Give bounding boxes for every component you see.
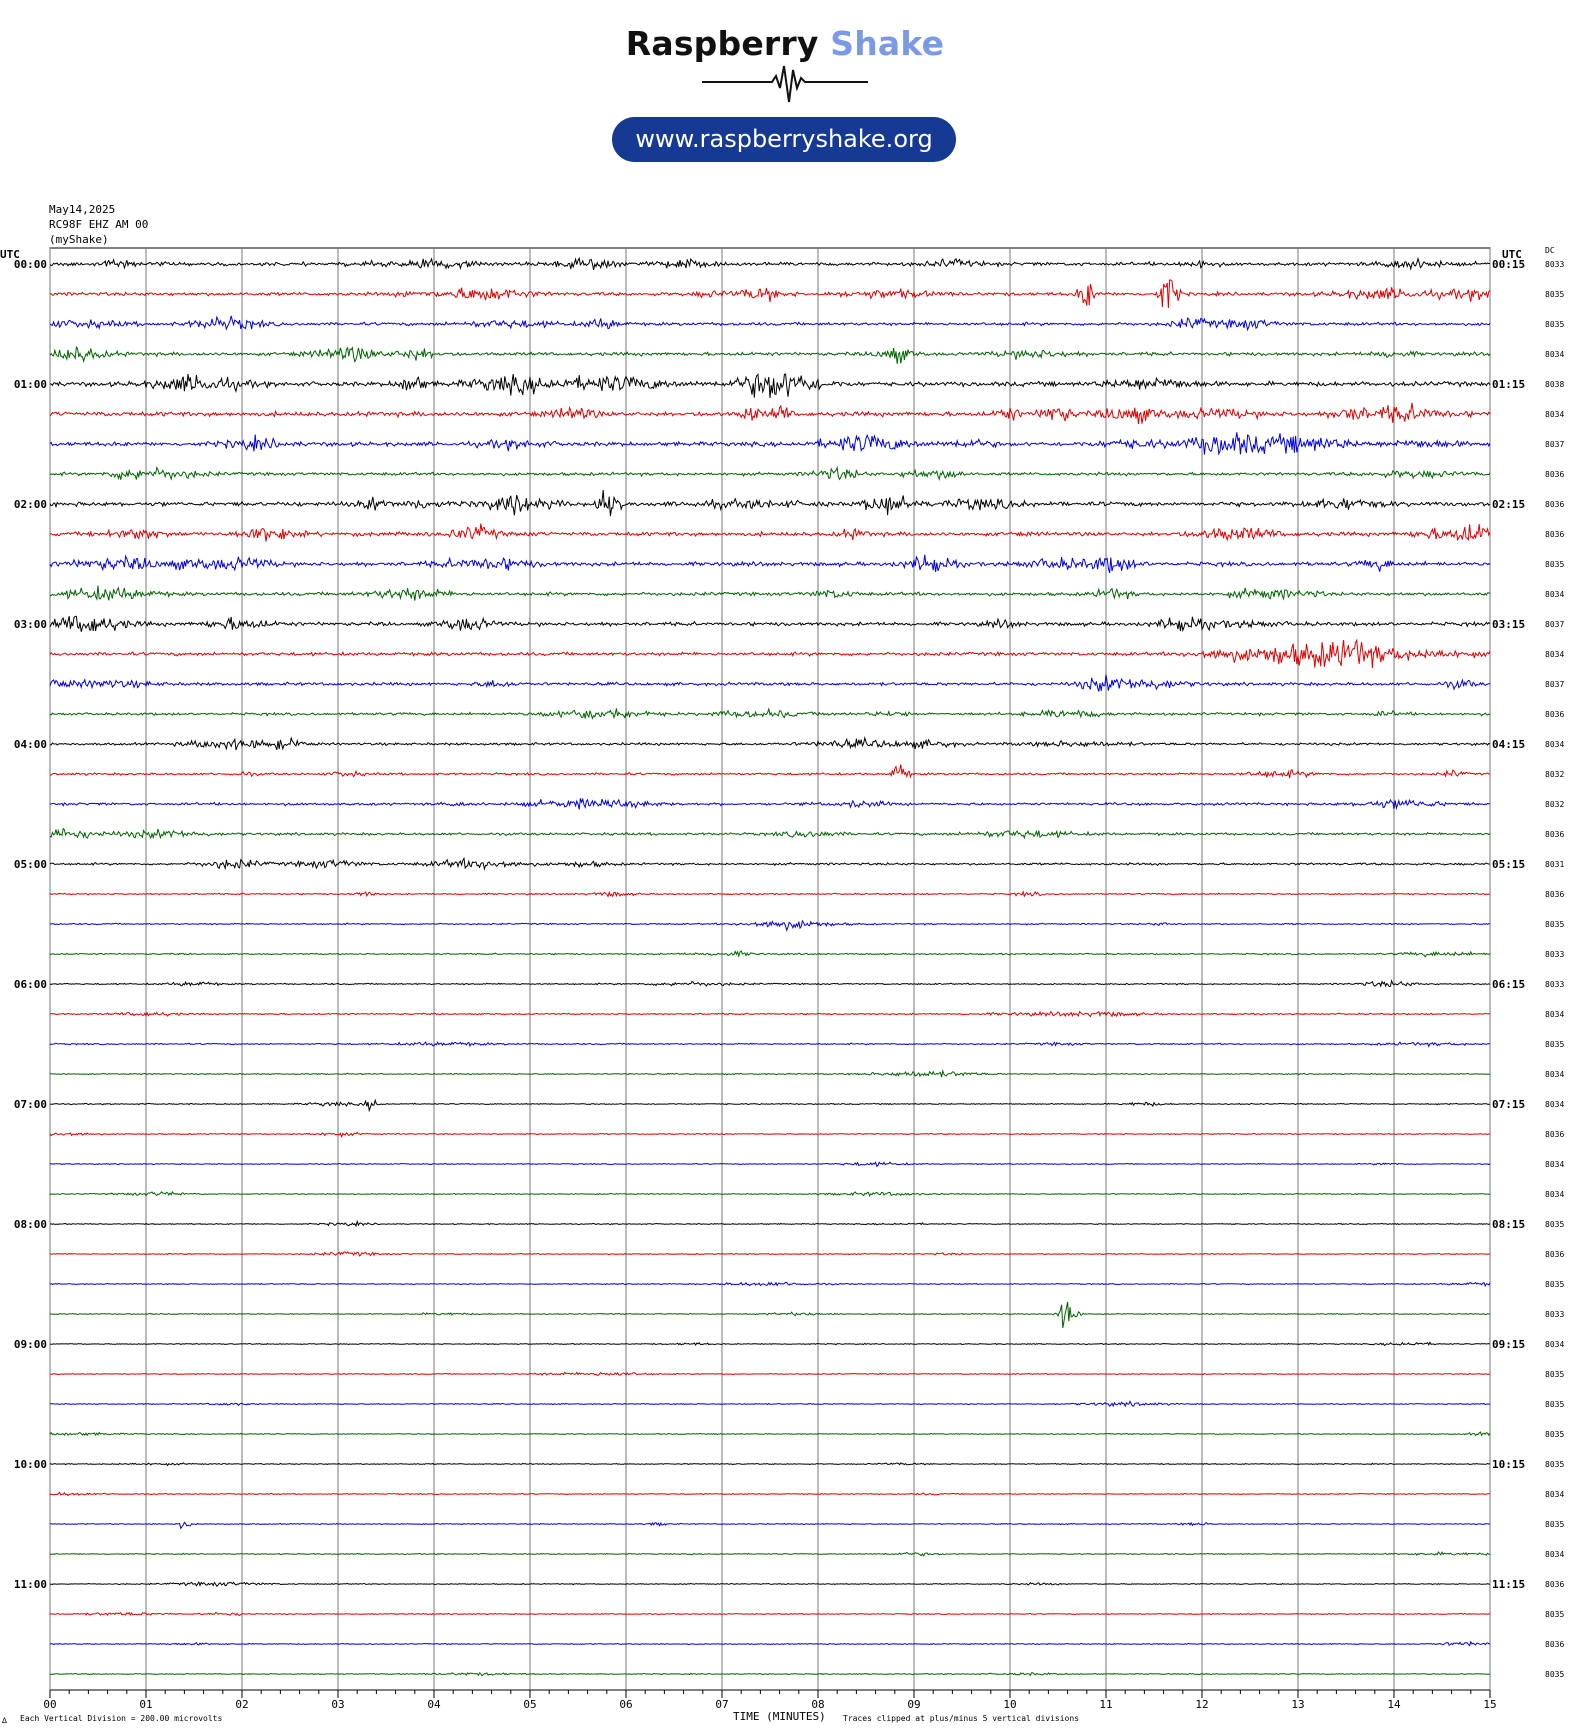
dc-offset-label: 8034 — [1545, 740, 1565, 749]
dc-offset-label: 8036 — [1545, 1580, 1565, 1589]
dc-offset-label: 8034 — [1545, 1190, 1565, 1199]
x-tick-label: 04 — [427, 1698, 441, 1711]
scale-note: Each Vertical Division = 200.00 microvolts — [20, 1714, 223, 1723]
right-hour-label: 10:15 — [1492, 1458, 1526, 1471]
dc-offset-label: 8033 — [1545, 1310, 1565, 1319]
trace-line — [50, 1100, 1490, 1110]
dc-offset-label: 8033 — [1545, 950, 1565, 959]
left-hour-label: 02:00 — [13, 498, 47, 511]
clip-note: Traces clipped at plus/minus 5 vertical divisions — [843, 1714, 1080, 1723]
x-axis-title: TIME (MINUTES) — [733, 1710, 826, 1723]
plot-frame — [50, 248, 1490, 1690]
x-tick-label: 01 — [139, 1698, 153, 1711]
trace-line — [50, 765, 1490, 778]
right-hour-label: 00:15 — [1492, 258, 1526, 271]
header-date: May14,2025 — [49, 203, 116, 216]
trace-line — [50, 640, 1490, 668]
website-link[interactable]: www.raspberryshake.org — [612, 117, 956, 162]
right-hour-label: 05:15 — [1492, 858, 1526, 871]
dc-offset-label: 8036 — [1545, 830, 1565, 839]
dc-offset-label: 8035 — [1545, 1430, 1565, 1439]
left-hour-label: 09:00 — [13, 1338, 47, 1351]
dc-offset-label: 8036 — [1545, 890, 1565, 899]
trace-line — [50, 829, 1490, 839]
dc-offset-label: 8034 — [1545, 1160, 1565, 1169]
x-tick-label: 03 — [331, 1698, 345, 1711]
dc-offset-label: 8035 — [1545, 1370, 1565, 1379]
dc-offset-label: 8036 — [1545, 530, 1565, 539]
right-hour-label: 04:15 — [1492, 738, 1526, 751]
trace-line — [50, 586, 1490, 601]
dc-offset-label: 8035 — [1545, 1400, 1565, 1409]
x-tick-label: 15 — [1483, 1698, 1497, 1711]
dc-offset-label: 8032 — [1545, 800, 1565, 809]
trace-line — [50, 1342, 1490, 1345]
left-hour-label: 08:00 — [13, 1218, 47, 1231]
dc-offset-label: 8034 — [1545, 1490, 1565, 1499]
dc-offset-label: 8034 — [1545, 1010, 1565, 1019]
dc-offset-label: 8034 — [1545, 1100, 1565, 1109]
trace-line — [50, 708, 1490, 718]
x-tick-label: 08 — [811, 1698, 825, 1711]
trace-line — [50, 280, 1490, 308]
right-hour-label: 07:15 — [1492, 1098, 1526, 1111]
trace-line — [50, 1401, 1490, 1406]
trace-line — [50, 490, 1490, 516]
x-tick-label: 07 — [715, 1698, 729, 1711]
dc-offset-label: 8034 — [1545, 590, 1565, 599]
dc-offset-label: 8035 — [1545, 1670, 1565, 1679]
trace-line — [50, 1252, 1490, 1256]
left-hour-label: 04:00 — [13, 738, 47, 751]
dc-offset-label: 8034 — [1545, 1070, 1565, 1079]
trace-line — [50, 468, 1490, 480]
dc-offset-label: 8037 — [1545, 620, 1565, 629]
dc-offset-label: 8036 — [1545, 1640, 1565, 1649]
trace-line — [50, 798, 1490, 809]
trace-line — [50, 675, 1490, 692]
dc-offset-label: 8035 — [1545, 1040, 1565, 1049]
trace-line — [50, 374, 1490, 398]
trace-line — [50, 616, 1490, 632]
dc-offset-label: 8035 — [1545, 560, 1565, 569]
trace-line — [50, 1282, 1490, 1286]
trace-line — [50, 951, 1490, 957]
right-utc-label: UTC — [1502, 248, 1522, 261]
trace-line — [50, 1192, 1490, 1196]
left-hour-label: 01:00 — [13, 378, 47, 391]
logo-brand-shake: Shake — [830, 24, 945, 63]
trace-line — [50, 892, 1490, 897]
trace-line — [50, 1642, 1490, 1646]
trace-line — [50, 316, 1490, 330]
x-tick-label: 14 — [1387, 1698, 1401, 1711]
dc-offset-label: 8035 — [1545, 290, 1565, 299]
trace-line — [50, 1162, 1490, 1166]
trace-line — [50, 1492, 1490, 1495]
x-tick-label: 11 — [1099, 1698, 1113, 1711]
left-hour-label: 10:00 — [13, 1458, 47, 1471]
dc-offset-label: 8036 — [1545, 710, 1565, 719]
trace-line — [50, 1071, 1490, 1077]
trace-line — [50, 981, 1490, 987]
dc-offset-label: 8034 — [1545, 1550, 1565, 1559]
x-tick-label: 13 — [1291, 1698, 1305, 1711]
trace-line — [50, 403, 1490, 424]
trace-line — [50, 738, 1490, 750]
corner-mark: ∆ — [2, 1716, 7, 1725]
right-hour-label: 09:15 — [1492, 1338, 1526, 1351]
x-tick-label: 00 — [43, 1698, 57, 1711]
dc-offset-label: 8035 — [1545, 1220, 1565, 1229]
logo-brand-raspberry: Raspberry — [625, 24, 819, 63]
trace-line — [50, 1302, 1490, 1328]
x-tick-label: 10 — [1003, 1698, 1017, 1711]
trace-line — [50, 555, 1490, 573]
trace-line — [50, 347, 1490, 364]
dc-offset-label: 8033 — [1545, 980, 1565, 989]
trace-line — [50, 432, 1490, 454]
dc-offset-label: 8031 — [1545, 860, 1565, 869]
dc-offset-label: 8034 — [1545, 350, 1565, 359]
trace-line — [50, 1372, 1490, 1375]
dc-offset-label: 8034 — [1545, 1340, 1565, 1349]
trace-line — [50, 1522, 1490, 1528]
trace-line — [50, 1132, 1490, 1136]
right-hour-label: 11:15 — [1492, 1578, 1526, 1591]
left-hour-label: 03:00 — [13, 618, 47, 631]
header-network: (myShake) — [49, 233, 109, 246]
dc-offset-label: 8034 — [1545, 410, 1565, 419]
trace-line — [50, 1221, 1490, 1226]
x-tick-label: 05 — [523, 1698, 537, 1711]
trace-line — [50, 1582, 1490, 1586]
left-hour-label: 07:00 — [13, 1098, 47, 1111]
dc-offset-label: 8035 — [1545, 920, 1565, 929]
dc-offset-label: 8037 — [1545, 440, 1565, 449]
trace-line — [50, 258, 1490, 270]
right-hour-label: 02:15 — [1492, 498, 1526, 511]
dc-offset-label: 8037 — [1545, 680, 1565, 689]
trace-line — [50, 524, 1490, 542]
dc-offset-label: 8036 — [1545, 470, 1565, 479]
x-tick-label: 12 — [1195, 1698, 1209, 1711]
trace-line — [50, 1012, 1490, 1017]
trace-line — [50, 1613, 1490, 1616]
trace-line — [50, 1042, 1490, 1046]
dc-offset-label: 8033 — [1545, 260, 1565, 269]
dc-offset-label: 8035 — [1545, 1520, 1565, 1529]
dc-label: DC — [1545, 246, 1555, 255]
trace-line — [50, 1463, 1490, 1466]
right-hour-label: 06:15 — [1492, 978, 1526, 991]
dc-offset-label: 8036 — [1545, 1130, 1565, 1139]
dc-offset-label: 8035 — [1545, 1610, 1565, 1619]
right-hour-label: 03:15 — [1492, 618, 1526, 631]
right-hour-label: 08:15 — [1492, 1218, 1526, 1231]
left-hour-label: 00:00 — [13, 258, 47, 271]
left-utc-label: UTC — [0, 248, 20, 261]
trace-line — [50, 1432, 1490, 1435]
trace-line — [50, 921, 1490, 931]
dc-offset-label: 8036 — [1545, 1250, 1565, 1259]
dc-offset-label: 8035 — [1545, 1280, 1565, 1289]
left-hour-label: 05:00 — [13, 858, 47, 871]
left-hour-label: 11:00 — [13, 1578, 47, 1591]
dc-offset-label: 8032 — [1545, 770, 1565, 779]
dc-offset-label: 8035 — [1545, 320, 1565, 329]
left-hour-label: 06:00 — [13, 978, 47, 991]
trace-line — [50, 1552, 1490, 1556]
dc-offset-label: 8038 — [1545, 380, 1565, 389]
x-tick-label: 02 — [235, 1698, 249, 1711]
dc-offset-label: 8036 — [1545, 500, 1565, 509]
right-hour-label: 01:15 — [1492, 378, 1526, 391]
trace-line — [50, 1673, 1490, 1676]
dc-offset-label: 8035 — [1545, 1460, 1565, 1469]
header-station: RC98F EHZ AM 00 — [49, 218, 149, 231]
x-tick-label: 06 — [619, 1698, 633, 1711]
x-tick-label: 09 — [907, 1698, 921, 1711]
dc-offset-label: 8034 — [1545, 650, 1565, 659]
trace-line — [50, 858, 1490, 869]
